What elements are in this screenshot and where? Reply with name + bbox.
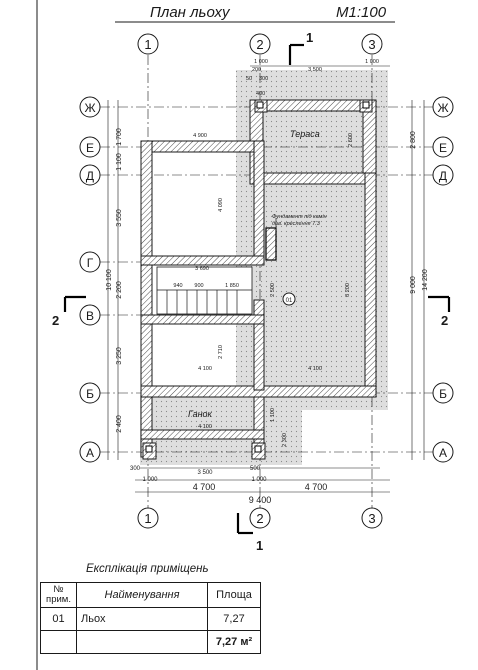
axis-bubble-zh-left: [80, 97, 100, 117]
svg-text:14 200: 14 200: [422, 269, 429, 291]
axis-bubble-e-left: [80, 137, 100, 157]
plan-title: План льоху: [150, 4, 230, 21]
svg-text:1 850: 1 850: [225, 283, 239, 289]
svg-text:Б: Б: [439, 387, 447, 401]
svg-text:4 700: 4 700: [304, 482, 328, 492]
col-header-number: № прим.: [41, 583, 77, 608]
svg-text:300: 300: [129, 466, 141, 472]
row-area: 7,27: [208, 608, 261, 631]
svg-text:4 090: 4 090: [218, 198, 224, 212]
svg-text:3: 3: [368, 37, 376, 52]
svg-text:2: 2: [256, 511, 264, 526]
svg-text:300: 300: [259, 76, 269, 82]
svg-text:4 100: 4 100: [308, 366, 322, 372]
svg-text:А: А: [85, 446, 95, 460]
svg-text:Д: Д: [85, 169, 95, 183]
svg-text:1 000: 1 000: [254, 59, 268, 65]
svg-text:1 000: 1 000: [251, 477, 267, 483]
svg-text:Е: Е: [85, 141, 95, 155]
svg-text:3 500: 3 500: [308, 67, 322, 73]
axis-bubble-b-right: [433, 383, 453, 403]
svg-text:3 550: 3 550: [116, 209, 123, 227]
axis-bubble-2-bottom: [250, 508, 270, 528]
axis-bubble-a-left: [80, 442, 100, 462]
axis-bubble-d-right: [433, 165, 453, 185]
svg-text:900: 900: [194, 283, 204, 289]
col-header-name: Найменування: [77, 583, 208, 608]
svg-text:2 500: 2 500: [270, 283, 276, 297]
svg-text:Ж: Ж: [84, 101, 96, 115]
svg-text:4 700: 4 700: [192, 482, 216, 492]
svg-text:1 000: 1 000: [365, 59, 379, 65]
svg-text:4 100: 4 100: [198, 424, 212, 430]
dimension-chain-bottom: [130, 466, 390, 505]
explication-table: [40, 582, 261, 654]
svg-text:400: 400: [256, 91, 266, 97]
svg-text:1: 1: [144, 511, 152, 526]
svg-text:2 710: 2 710: [218, 345, 224, 359]
stair: [157, 267, 252, 314]
axis-bubble-3-top: [362, 34, 382, 54]
svg-text:4 900: 4 900: [193, 133, 207, 139]
row-name: Льох: [77, 608, 208, 631]
explication-title: Експлікація приміщень: [86, 563, 209, 575]
axis-bubble-1-top: [138, 34, 158, 54]
explication-header-row: [41, 583, 261, 608]
axis-bubble-a-right: [433, 442, 453, 462]
axis-bubble-g-left: [80, 252, 100, 272]
svg-text:1: 1: [144, 37, 152, 52]
svg-text:2 600: 2 600: [348, 133, 354, 147]
svg-text:200: 200: [252, 67, 262, 73]
svg-text:1 100: 1 100: [116, 153, 123, 171]
table-total-row: [41, 631, 261, 654]
total-empty-cell: [77, 631, 208, 654]
foundation-note: Фундамент під камін див. креслення 7.3: [272, 214, 327, 227]
svg-text:500: 500: [249, 466, 261, 472]
dimension-chain-left: [106, 100, 123, 460]
svg-text:В: В: [85, 309, 95, 323]
axis-bubble-e-right: [433, 137, 453, 157]
room-number: 01: [285, 298, 293, 304]
svg-text:9 000: 9 000: [410, 276, 417, 294]
axis-bubble-3-bottom: [362, 508, 382, 528]
svg-text:2: 2: [52, 313, 60, 328]
total-empty-cell: [41, 631, 77, 654]
room-label-porch: Ганок: [188, 409, 212, 419]
svg-text:940: 940: [173, 283, 183, 289]
svg-text:3 500: 3 500: [197, 470, 213, 476]
svg-text:3: 3: [368, 511, 376, 526]
section-mark-1-top: [290, 30, 313, 65]
total-area: 7,27 м²: [208, 631, 261, 654]
fireplace-foundation: [266, 228, 276, 260]
col-header-area: Площа: [208, 583, 261, 608]
axis-bubble-b-left: [80, 383, 100, 403]
axis-bubble-d-left: [80, 165, 100, 185]
svg-text:2: 2: [256, 37, 264, 52]
svg-text:Е: Е: [438, 141, 448, 155]
svg-text:2 800: 2 800: [410, 131, 417, 149]
svg-text:1 000: 1 000: [142, 477, 158, 483]
section-mark-2-right: [428, 297, 449, 328]
axis-bubble-v-left: [80, 305, 100, 325]
svg-text:2 400: 2 400: [116, 415, 123, 433]
table-row: [41, 608, 261, 631]
svg-text:3 250: 3 250: [116, 347, 123, 365]
svg-text:3 690: 3 690: [195, 266, 209, 272]
row-number: 01: [41, 608, 77, 631]
svg-text:2 200: 2 200: [116, 281, 123, 299]
svg-text:9 400: 9 400: [248, 495, 272, 505]
svg-text:50: 50: [246, 76, 253, 82]
svg-text:1: 1: [306, 30, 314, 45]
svg-text:Д: Д: [438, 169, 448, 183]
svg-text:1: 1: [256, 538, 264, 553]
svg-text:А: А: [438, 446, 448, 460]
plan-scale: М1:100: [336, 4, 387, 21]
svg-text:Ж: Ж: [437, 101, 449, 115]
svg-text:10 100: 10 100: [106, 269, 113, 291]
svg-text:8 200: 8 200: [345, 283, 351, 297]
svg-text:1 700: 1 700: [116, 128, 123, 146]
axis-bubble-2-top: [250, 34, 270, 54]
axis-bubble-zh-right: [433, 97, 453, 117]
svg-text:2: 2: [441, 313, 449, 328]
axis-bubble-1-bottom: [138, 508, 158, 528]
svg-text:4 100: 4 100: [198, 366, 212, 372]
svg-text:1 100: 1 100: [270, 408, 276, 422]
room-label-terrace: Тераса: [290, 129, 320, 139]
svg-text:Б: Б: [86, 387, 94, 401]
svg-text:Г: Г: [86, 256, 94, 270]
svg-text:2 300: 2 300: [282, 433, 288, 447]
dimension-chain-right: [410, 100, 429, 460]
